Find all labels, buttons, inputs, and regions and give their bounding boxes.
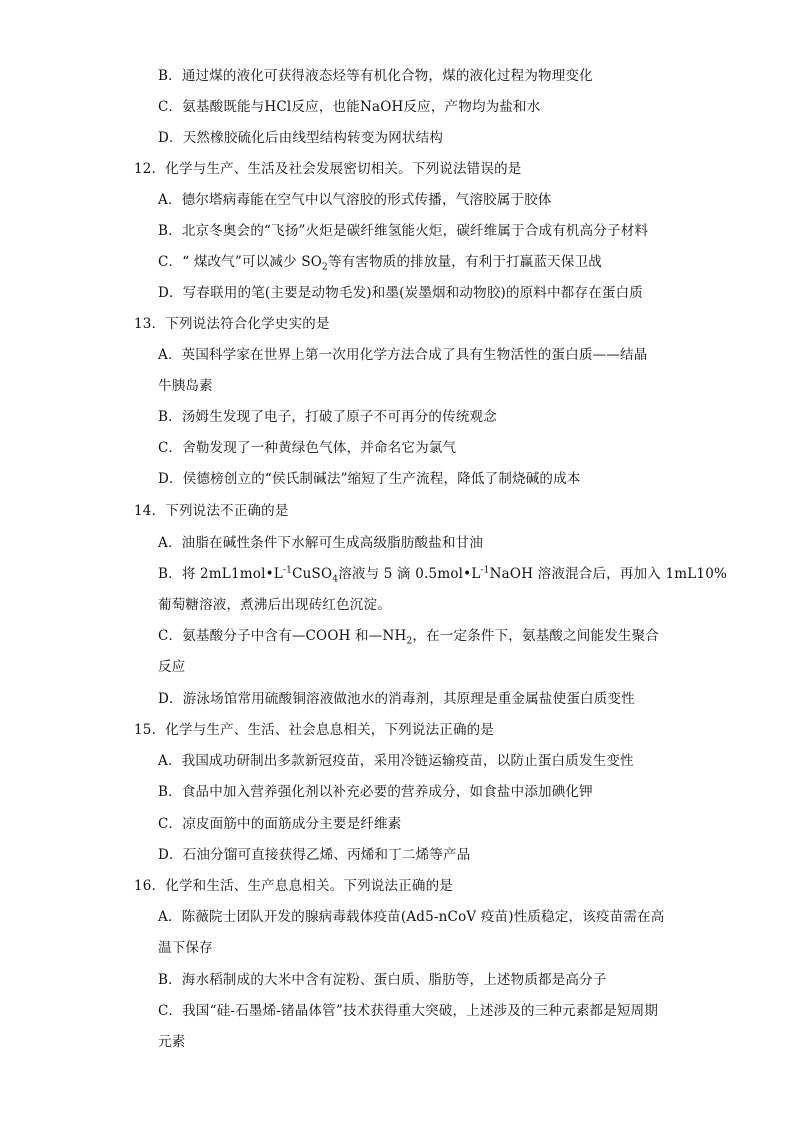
q12-option-c-text-rest: 等有害物质的排放量，有利于打赢蓝天保卫战 bbox=[327, 254, 602, 270]
q14-option-d: D．游泳场馆常用硫酸铜溶液做池水的消毒剂，其原理是重金属盐使蛋白质变性 bbox=[158, 691, 635, 707]
q16-option-c: C．我国“硅-石墨烯-锗晶体管”技术获得重大突破，上述涉及的三种元素都是短周期 bbox=[158, 1003, 659, 1019]
q14-b-part3: 溶液与 5 滴 0.5mol•L bbox=[338, 566, 481, 582]
q12-option-c bbox=[158, 252, 602, 272]
q15-option-c: C．凉皮面筋中的面筋成分主要是纤维素 bbox=[158, 816, 402, 832]
q14-option-a: A．油脂在碱性条件下水解可生成高级脂肪酸盐和甘油 bbox=[158, 535, 484, 551]
subscript: 2 bbox=[406, 636, 413, 647]
superscript: -1 bbox=[282, 565, 293, 576]
q14-option-b bbox=[158, 564, 727, 584]
q15-option-a: A．我国成功研制出多款新冠疫苗，采用冷链运输疫苗，以防止蛋白质发生变性 bbox=[158, 753, 634, 769]
q14-c-part1: C．氨基酸分子中含有—COOH 和—NH bbox=[158, 628, 407, 644]
q15-option-d: D．石油分馏可直接获得乙烯、丙烯和丁二烯等产品 bbox=[158, 847, 471, 863]
q13-option-d: D．侯德榜创立的“侯氏制碱法”缩短了生产流程，降低了制烧碱的成本 bbox=[158, 471, 581, 487]
q13-option-c: C．舍勒发现了一种黄绿色气体，并命名它为氯气 bbox=[158, 440, 457, 456]
q14-option-b-cont: 葡萄糖溶液，煮沸后出现砖红色沉淀。 bbox=[158, 597, 391, 613]
q13-stem: 13．下列说法符合化学史实的是 bbox=[134, 316, 330, 332]
q12-stem: 12．化学与生产、生活及社会发展密切相关。下列说法错误的是 bbox=[134, 161, 522, 177]
q12-option-d: D．写春联用的笔(主要是动物毛发)和墨(炭墨烟和动物胶)的原料中都存在蛋白质 bbox=[158, 285, 643, 301]
q14-b-part2: CuSO bbox=[292, 566, 333, 582]
subscript: 4 bbox=[332, 574, 339, 585]
q11-option-c: C．氨基酸既能与HCl反应，也能NaOH反应，产物均为盐和水 bbox=[158, 99, 541, 115]
q11-option-d: D．天然橡胶硫化后由线型结构转变为网状结构 bbox=[158, 130, 444, 146]
q16-option-a-cont: 温下保存 bbox=[158, 940, 213, 956]
q14-b-part4: NaOH 溶液混合后，再加入 1mL10% bbox=[489, 566, 728, 582]
q13-option-a: A．英国科学家在世界上第一次用化学方法合成了具有生物活性的蛋白质——结晶 bbox=[158, 347, 648, 363]
q14-option-c-cont: 反应 bbox=[158, 659, 186, 675]
q12-option-b: B．北京冬奥会的“飞扬”火炬是碳纤维氢能火炬，碳纤维属于合成有机高分子材料 bbox=[158, 223, 649, 239]
subscript: 2 bbox=[322, 262, 328, 273]
q12-option-c-text: C．“ 煤改气”可以减少 SO bbox=[158, 254, 323, 270]
superscript: -1 bbox=[480, 565, 490, 576]
q11-option-b: B．通过煤的液化可获得液态烃等有机化合物，煤的液化过程为物理变化 bbox=[158, 68, 593, 84]
q16-option-a: A．陈薇院士团队开发的腺病毒载体疫苗(Ad5-nCoV 疫苗)性质稳定，该疫苗需在高 bbox=[158, 909, 665, 925]
q15-option-b: B．食品中加入营养强化剂以补充必要的营养成分，如食盐中添加碘化钾 bbox=[158, 784, 593, 800]
q16-option-c-cont: 元素 bbox=[158, 1034, 186, 1050]
q14-b-part1: B．将 2mL1mol•L bbox=[158, 566, 283, 582]
q13-option-a-cont: 牛胰岛素 bbox=[158, 378, 213, 394]
q14-option-c bbox=[158, 626, 659, 646]
q14-stem: 14．下列说法不正确的是 bbox=[134, 503, 289, 519]
q12-option-a: A．德尔塔病毒能在空气中以气溶胶的形式传播，气溶胶属于胶体 bbox=[158, 192, 552, 208]
q16-option-b: B．海水稻制成的大米中含有淀粉、蛋白质、脂肪等，上述物质都是高分子 bbox=[158, 972, 607, 988]
q16-stem: 16．化学和生活、生产息息相关。下列说法正确的是 bbox=[134, 878, 453, 894]
q14-c-part2: ，在一定条件下，氨基酸之间能发生聚合 bbox=[412, 628, 659, 644]
q13-option-b: B．汤姆生发现了电子，打破了原子不可再分的传统观念 bbox=[158, 409, 497, 425]
q15-stem: 15．化学与生产、生活、社会息息相关，下列说法正确的是 bbox=[134, 722, 495, 738]
